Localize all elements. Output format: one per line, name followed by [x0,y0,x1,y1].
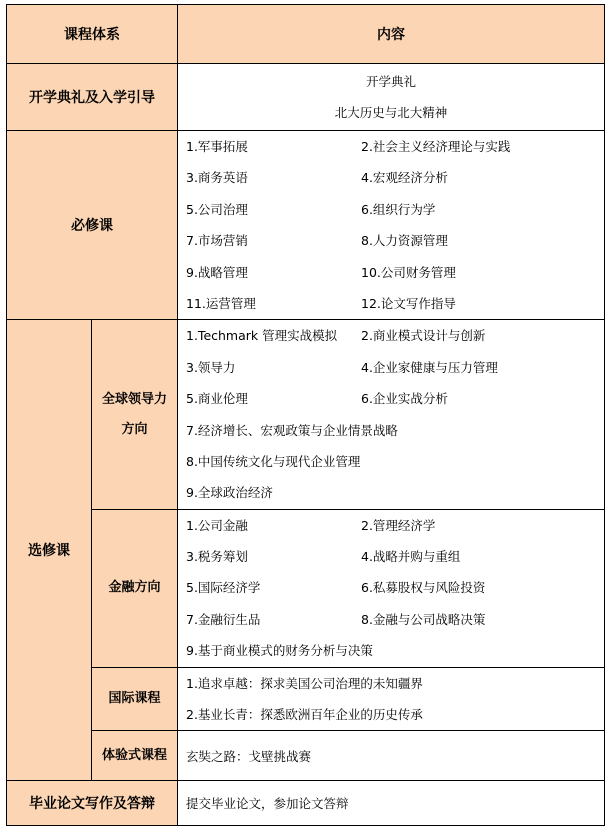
list-item: 11.运营管理 12.论文写作指导 [186,295,456,311]
opening-row [7,64,605,131]
international-course-content [178,667,605,731]
elective-global-row [7,320,605,509]
list-item: 9.基于商业模式的财务分析与决策 [186,643,373,659]
list-item: 1.公司金融 2.管理经济学 [186,517,436,533]
list-item: 5.国际经济学 6.私募股权与风险投资 [186,580,486,596]
elective-category: 选修课 [7,320,92,781]
list-item: 开学典礼 [365,73,416,89]
list-item: 北大历史与北大精神 [334,105,448,120]
list-item: 5.公司治理 6.组织行为学 [186,201,436,217]
header-content: 内容 [178,5,605,64]
finance-direction-content [178,509,605,667]
curriculum-table [6,4,605,826]
list-item: 1.军事拓展 2.社会主义经济理论与实践 [186,139,511,154]
list-item: 3.商务英语 4.宏观经济分析 [186,170,448,186]
list-item: 2.基业长青：探悉欧洲百年企业的历史传承 [186,707,423,723]
elective-experiential-row [7,731,605,781]
list-item: 9.战略管理 10.公司财务管理 [186,264,456,280]
list-item: 9.全球政治经济 [186,485,273,501]
required-category: 必修课 [7,131,178,320]
list-item: 7.金融衍生品 8.金融与公司战略决策 [186,611,486,627]
list-item: 7.市场营销 8.人力资源管理 [186,233,448,249]
finance-direction-label: 金融方向 [92,509,178,667]
opening-category: 开学典礼及入学引导 [7,64,178,131]
list-item: 7.经济增长、宏观政策与企业情景战略 [186,422,398,438]
list-item: 3.税务筹划 4.战略并购与重组 [186,549,461,565]
opening-content [178,64,605,131]
required-row [7,131,605,320]
global-direction-label: 全球领导力 方向 [92,320,178,509]
international-course-label: 国际课程 [92,667,178,731]
elective-finance-row [7,509,605,667]
required-content [178,131,605,320]
experiential-course-label: 体验式课程 [92,731,178,781]
thesis-row [7,781,605,826]
experiential-course-content: 玄奘之路：戈壁挑战赛 [178,731,605,781]
list-item: 8.中国传统文化与现代企业管理 [186,453,361,469]
header-category: 课程体系 [7,5,178,64]
list-item: 1.追求卓越：探求美国公司治理的未知疆界 [186,675,423,691]
elective-international-row [7,667,605,731]
header-row [7,5,605,64]
list-item: 3.领导力 4.企业家健康与压力管理 [186,359,498,375]
global-direction-content [178,320,605,509]
thesis-category: 毕业论文写作及答辩 [7,781,178,826]
list-item: 5.商业伦理 6.企业实战分析 [186,391,448,407]
list-item: 1.Techmark 管理实战模拟 2.商业模式设计与创新 [186,328,486,344]
thesis-content: 提交毕业论文，参加论文答辩 [178,781,605,826]
